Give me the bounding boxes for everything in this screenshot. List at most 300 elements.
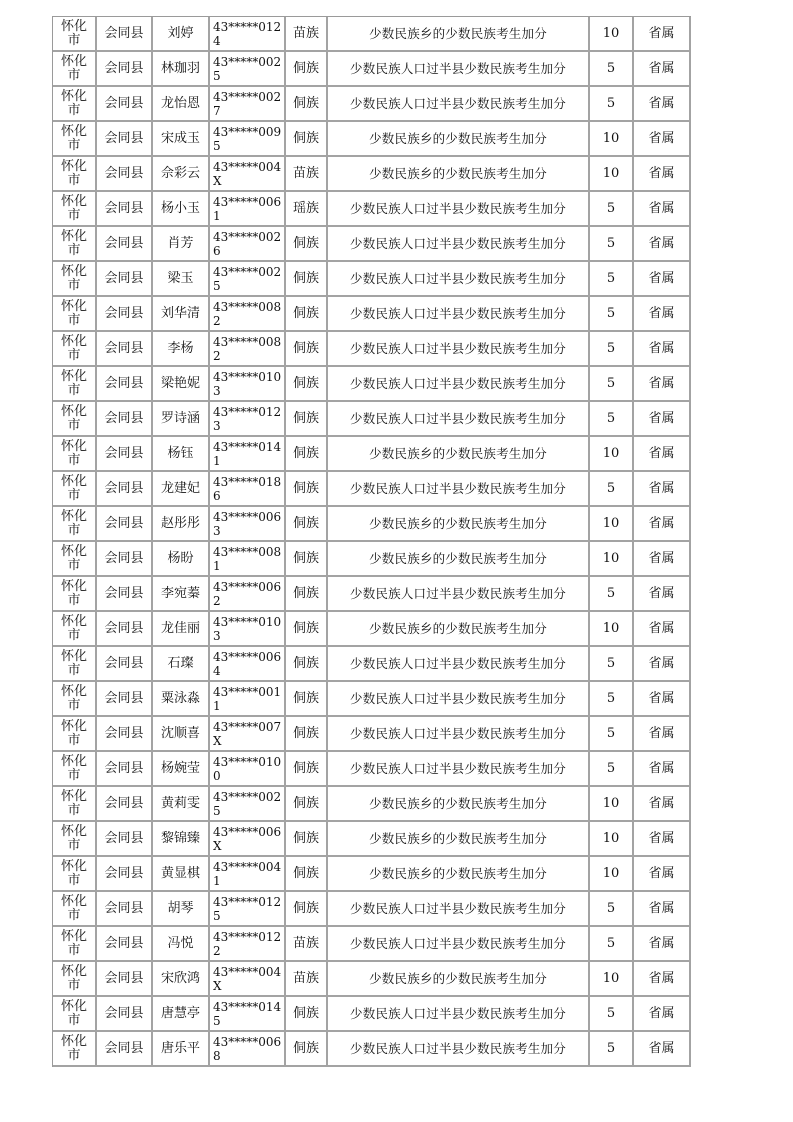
id-number-cell-text: 43*****0068	[213, 1034, 282, 1063]
city-cell	[53, 157, 97, 192]
bonus-points-cell: 5	[590, 367, 634, 402]
table-row	[53, 472, 691, 507]
name-cell: 梁艳妮	[153, 367, 210, 402]
affiliation-cell: 省属	[634, 17, 691, 52]
id-number-cell	[210, 332, 286, 367]
affiliation-cell: 省属	[634, 332, 691, 367]
city-cell	[53, 52, 97, 87]
affiliation-cell: 省属	[634, 52, 691, 87]
name-cell: 肖芳	[153, 227, 210, 262]
ethnicity-cell: 侗族	[286, 507, 328, 542]
id-number-cell	[210, 157, 286, 192]
city-cell-text: 怀化市	[60, 683, 87, 713]
city-cell	[53, 507, 97, 542]
id-number-cell	[210, 822, 286, 857]
city-cell-text: 怀化市	[60, 788, 87, 818]
bonus-points-cell: 10	[590, 962, 634, 997]
ethnicity-cell: 侗族	[286, 1032, 328, 1067]
county-cell: 会同县	[97, 192, 153, 227]
id-number-cell	[210, 647, 286, 682]
id-number-cell	[210, 192, 286, 227]
table-row	[53, 52, 691, 87]
city-cell-text: 怀化市	[60, 368, 87, 398]
bonus-policy-cell: 少数民族人口过半县少数民族考生加分	[328, 717, 590, 752]
county-cell: 会同县	[97, 507, 153, 542]
name-cell: 唐乐平	[153, 1032, 210, 1067]
name-cell: 龙建妃	[153, 472, 210, 507]
bonus-policy-cell: 少数民族人口过半县少数民族考生加分	[328, 262, 590, 297]
table-row	[53, 752, 691, 787]
bonus-policy-cell: 少数民族人口过半县少数民族考生加分	[328, 227, 590, 262]
bonus-policy-cell: 少数民族乡的少数民族考生加分	[328, 962, 590, 997]
bonus-points-cell: 5	[590, 752, 634, 787]
city-cell	[53, 332, 97, 367]
affiliation-cell: 省属	[634, 122, 691, 157]
bonus-points-cell: 5	[590, 892, 634, 927]
id-number-cell	[210, 962, 286, 997]
city-cell-text: 怀化市	[60, 403, 87, 433]
county-cell: 会同县	[97, 542, 153, 577]
id-number-cell	[210, 367, 286, 402]
id-number-cell-text: 43*****0125	[213, 894, 282, 923]
city-cell	[53, 437, 97, 472]
affiliation-cell: 省属	[634, 927, 691, 962]
county-cell: 会同县	[97, 402, 153, 437]
name-cell: 李宛蓁	[153, 577, 210, 612]
county-cell: 会同县	[97, 472, 153, 507]
city-cell-text: 怀化市	[60, 228, 87, 258]
affiliation-cell: 省属	[634, 87, 691, 122]
table-row	[53, 717, 691, 752]
bonus-points-cell: 5	[590, 87, 634, 122]
table-row	[53, 157, 691, 192]
id-number-cell	[210, 262, 286, 297]
name-cell: 刘华清	[153, 297, 210, 332]
id-number-cell-text: 43*****004X	[213, 159, 282, 188]
affiliation-cell: 省属	[634, 367, 691, 402]
name-cell: 刘婷	[153, 17, 210, 52]
city-cell-text: 怀化市	[60, 158, 87, 188]
id-number-cell-text: 43*****0025	[213, 264, 282, 293]
city-cell-text: 怀化市	[60, 18, 87, 48]
affiliation-cell: 省属	[634, 962, 691, 997]
city-cell	[53, 612, 97, 647]
id-number-cell-text: 43*****0122	[213, 929, 282, 958]
city-cell	[53, 647, 97, 682]
bonus-policy-cell: 少数民族乡的少数民族考生加分	[328, 17, 590, 52]
ethnicity-cell: 侗族	[286, 717, 328, 752]
ethnicity-cell: 侗族	[286, 787, 328, 822]
bonus-points-cell: 10	[590, 17, 634, 52]
affiliation-cell: 省属	[634, 717, 691, 752]
bonus-points-cell: 5	[590, 997, 634, 1032]
id-number-cell	[210, 682, 286, 717]
county-cell: 会同县	[97, 17, 153, 52]
bonus-points-cell: 5	[590, 927, 634, 962]
city-cell-text: 怀化市	[60, 333, 87, 363]
id-number-cell-text: 43*****0082	[213, 334, 282, 363]
id-number-cell-text: 43*****0062	[213, 579, 282, 608]
bonus-policy-cell: 少数民族人口过半县少数民族考生加分	[328, 402, 590, 437]
bonus-policy-cell: 少数民族人口过半县少数民族考生加分	[328, 752, 590, 787]
bonus-policy-cell: 少数民族人口过半县少数民族考生加分	[328, 892, 590, 927]
name-cell: 沈顺喜	[153, 717, 210, 752]
affiliation-cell: 省属	[634, 437, 691, 472]
table-row	[53, 962, 691, 997]
city-cell	[53, 262, 97, 297]
county-cell: 会同县	[97, 997, 153, 1032]
table-row	[53, 297, 691, 332]
ethnicity-cell: 侗族	[286, 262, 328, 297]
affiliation-cell: 省属	[634, 752, 691, 787]
id-number-cell-text: 43*****0082	[213, 299, 282, 328]
city-cell	[53, 892, 97, 927]
ethnicity-cell: 侗族	[286, 857, 328, 892]
county-cell: 会同县	[97, 962, 153, 997]
id-number-cell	[210, 997, 286, 1032]
bonus-policy-cell: 少数民族人口过半县少数民族考生加分	[328, 332, 590, 367]
ethnicity-cell: 侗族	[286, 577, 328, 612]
bonus-policy-cell: 少数民族人口过半县少数民族考生加分	[328, 52, 590, 87]
bonus-points-cell: 10	[590, 507, 634, 542]
name-cell: 林珈羽	[153, 52, 210, 87]
table-row	[53, 787, 691, 822]
bonus-policy-cell: 少数民族人口过半县少数民族考生加分	[328, 647, 590, 682]
city-cell-text: 怀化市	[60, 298, 87, 328]
affiliation-cell: 省属	[634, 402, 691, 437]
id-number-cell-text: 43*****0124	[213, 19, 282, 48]
bonus-points-cell: 10	[590, 787, 634, 822]
table-row	[53, 857, 691, 892]
bonus-points-cell: 10	[590, 857, 634, 892]
id-number-cell-text: 43*****0025	[213, 54, 282, 83]
bonus-policy-cell: 少数民族乡的少数民族考生加分	[328, 507, 590, 542]
bonus-points-cell: 5	[590, 227, 634, 262]
city-cell-text: 怀化市	[60, 88, 87, 118]
bonus-policy-cell: 少数民族人口过半县少数民族考生加分	[328, 577, 590, 612]
city-cell-text: 怀化市	[60, 438, 87, 468]
bonus-policy-cell: 少数民族人口过半县少数民族考生加分	[328, 87, 590, 122]
county-cell: 会同县	[97, 227, 153, 262]
id-number-cell	[210, 402, 286, 437]
bonus-points-table	[52, 16, 691, 1067]
bonus-policy-cell: 少数民族人口过半县少数民族考生加分	[328, 682, 590, 717]
bonus-points-cell: 10	[590, 542, 634, 577]
name-cell: 黄莉雯	[153, 787, 210, 822]
bonus-points-cell: 10	[590, 612, 634, 647]
bonus-points-cell: 5	[590, 1032, 634, 1067]
id-number-cell-text: 43*****0061	[213, 194, 282, 223]
ethnicity-cell: 侗族	[286, 612, 328, 647]
name-cell: 龙怡恩	[153, 87, 210, 122]
affiliation-cell: 省属	[634, 577, 691, 612]
bonus-points-cell: 5	[590, 262, 634, 297]
ethnicity-cell: 侗族	[286, 542, 328, 577]
bonus-policy-cell: 少数民族人口过半县少数民族考生加分	[328, 367, 590, 402]
table-row	[53, 402, 691, 437]
bonus-points-cell: 10	[590, 122, 634, 157]
id-number-cell-text: 43*****0081	[213, 544, 282, 573]
table-row	[53, 577, 691, 612]
id-number-cell-text: 43*****0123	[213, 404, 282, 433]
ethnicity-cell: 侗族	[286, 87, 328, 122]
id-number-cell-text: 43*****0103	[213, 369, 282, 398]
affiliation-cell: 省属	[634, 682, 691, 717]
ethnicity-cell: 侗族	[286, 332, 328, 367]
name-cell: 杨小玉	[153, 192, 210, 227]
name-cell: 杨钰	[153, 437, 210, 472]
affiliation-cell: 省属	[634, 472, 691, 507]
id-number-cell	[210, 612, 286, 647]
county-cell: 会同县	[97, 332, 153, 367]
bonus-policy-cell: 少数民族乡的少数民族考生加分	[328, 437, 590, 472]
name-cell: 佘彩云	[153, 157, 210, 192]
id-number-cell-text: 43*****0100	[213, 754, 282, 783]
bonus-points-cell: 5	[590, 52, 634, 87]
name-cell: 黎锦臻	[153, 822, 210, 857]
ethnicity-cell: 侗族	[286, 122, 328, 157]
table-row	[53, 332, 691, 367]
table-row	[53, 17, 691, 52]
city-cell-text: 怀化市	[60, 718, 87, 748]
bonus-points-cell: 5	[590, 717, 634, 752]
table-row	[53, 1032, 691, 1067]
id-number-cell-text: 43*****0186	[213, 474, 282, 503]
id-number-cell	[210, 87, 286, 122]
id-number-cell	[210, 542, 286, 577]
city-cell-text: 怀化市	[60, 473, 87, 503]
city-cell-text: 怀化市	[60, 543, 87, 573]
affiliation-cell: 省属	[634, 1032, 691, 1067]
city-cell	[53, 192, 97, 227]
ethnicity-cell: 侗族	[286, 682, 328, 717]
city-cell-text: 怀化市	[60, 193, 87, 223]
name-cell: 石璨	[153, 647, 210, 682]
bonus-points-cell: 5	[590, 472, 634, 507]
city-cell	[53, 682, 97, 717]
city-cell-text: 怀化市	[60, 53, 87, 83]
id-number-cell	[210, 122, 286, 157]
bonus-points-cell: 5	[590, 192, 634, 227]
city-cell-text: 怀化市	[60, 963, 87, 993]
city-cell-text: 怀化市	[60, 928, 87, 958]
affiliation-cell: 省属	[634, 892, 691, 927]
affiliation-cell: 省属	[634, 192, 691, 227]
affiliation-cell: 省属	[634, 822, 691, 857]
bonus-policy-cell: 少数民族人口过半县少数民族考生加分	[328, 927, 590, 962]
bonus-points-cell: 10	[590, 437, 634, 472]
city-cell-text: 怀化市	[60, 823, 87, 853]
bonus-policy-cell: 少数民族乡的少数民族考生加分	[328, 857, 590, 892]
id-number-cell-text: 43*****0145	[213, 999, 282, 1028]
bonus-policy-cell: 少数民族人口过半县少数民族考生加分	[328, 192, 590, 227]
table-row	[53, 437, 691, 472]
table-row	[53, 612, 691, 647]
id-number-cell	[210, 787, 286, 822]
affiliation-cell: 省属	[634, 297, 691, 332]
id-number-cell	[210, 752, 286, 787]
city-cell	[53, 542, 97, 577]
bonus-policy-cell: 少数民族乡的少数民族考生加分	[328, 822, 590, 857]
city-cell	[53, 927, 97, 962]
city-cell-text: 怀化市	[60, 648, 87, 678]
name-cell: 杨婉莹	[153, 752, 210, 787]
table-row	[53, 122, 691, 157]
ethnicity-cell: 侗族	[286, 822, 328, 857]
table-row	[53, 822, 691, 857]
county-cell: 会同县	[97, 157, 153, 192]
name-cell: 黄显棋	[153, 857, 210, 892]
bonus-policy-cell: 少数民族乡的少数民族考生加分	[328, 157, 590, 192]
id-number-cell-text: 43*****0026	[213, 229, 282, 258]
bonus-policy-cell: 少数民族人口过半县少数民族考生加分	[328, 297, 590, 332]
id-number-cell	[210, 297, 286, 332]
city-cell-text: 怀化市	[60, 998, 87, 1028]
ethnicity-cell: 苗族	[286, 962, 328, 997]
affiliation-cell: 省属	[634, 262, 691, 297]
affiliation-cell: 省属	[634, 507, 691, 542]
ethnicity-cell: 苗族	[286, 17, 328, 52]
name-cell: 宋欣鸿	[153, 962, 210, 997]
city-cell	[53, 297, 97, 332]
ethnicity-cell: 侗族	[286, 892, 328, 927]
county-cell: 会同县	[97, 612, 153, 647]
county-cell: 会同县	[97, 647, 153, 682]
table-row	[53, 367, 691, 402]
county-cell: 会同县	[97, 1032, 153, 1067]
county-cell: 会同县	[97, 822, 153, 857]
id-number-cell	[210, 437, 286, 472]
id-number-cell-text: 43*****007X	[213, 719, 282, 748]
affiliation-cell: 省属	[634, 997, 691, 1032]
affiliation-cell: 省属	[634, 157, 691, 192]
city-cell	[53, 1032, 97, 1067]
bonus-points-cell: 10	[590, 157, 634, 192]
city-cell-text: 怀化市	[60, 263, 87, 293]
ethnicity-cell: 苗族	[286, 927, 328, 962]
name-cell: 罗诗涵	[153, 402, 210, 437]
table-row	[53, 262, 691, 297]
id-number-cell-text: 43*****0103	[213, 614, 282, 643]
bonus-policy-cell: 少数民族乡的少数民族考生加分	[328, 542, 590, 577]
bonus-policy-cell: 少数民族人口过半县少数民族考生加分	[328, 472, 590, 507]
affiliation-cell: 省属	[634, 647, 691, 682]
city-cell-text: 怀化市	[60, 1033, 87, 1063]
id-number-cell-text: 43*****0064	[213, 649, 282, 678]
bonus-points-cell: 5	[590, 577, 634, 612]
name-cell: 李杨	[153, 332, 210, 367]
bonus-points-cell: 5	[590, 402, 634, 437]
table-row	[53, 542, 691, 577]
affiliation-cell: 省属	[634, 787, 691, 822]
id-number-cell-text: 43*****004X	[213, 964, 282, 993]
name-cell: 胡琴	[153, 892, 210, 927]
id-number-cell-text: 43*****0095	[213, 124, 282, 153]
ethnicity-cell: 瑶族	[286, 192, 328, 227]
affiliation-cell: 省属	[634, 542, 691, 577]
county-cell: 会同县	[97, 787, 153, 822]
county-cell: 会同县	[97, 262, 153, 297]
ethnicity-cell: 侗族	[286, 752, 328, 787]
city-cell	[53, 717, 97, 752]
name-cell: 梁玉	[153, 262, 210, 297]
table-row	[53, 647, 691, 682]
county-cell: 会同县	[97, 367, 153, 402]
id-number-cell-text: 43*****0041	[213, 859, 282, 888]
name-cell: 宋成玉	[153, 122, 210, 157]
id-number-cell	[210, 472, 286, 507]
name-cell: 杨盼	[153, 542, 210, 577]
bonus-policy-cell: 少数民族乡的少数民族考生加分	[328, 787, 590, 822]
city-cell-text: 怀化市	[60, 753, 87, 783]
id-number-cell	[210, 17, 286, 52]
ethnicity-cell: 侗族	[286, 437, 328, 472]
county-cell: 会同县	[97, 927, 153, 962]
id-number-cell-text: 43*****0063	[213, 509, 282, 538]
name-cell: 赵彤彤	[153, 507, 210, 542]
ethnicity-cell: 侗族	[286, 227, 328, 262]
name-cell: 粟泳淼	[153, 682, 210, 717]
table-row	[53, 87, 691, 122]
ethnicity-cell: 侗族	[286, 297, 328, 332]
city-cell	[53, 472, 97, 507]
city-cell-text: 怀化市	[60, 508, 87, 538]
id-number-cell	[210, 857, 286, 892]
county-cell: 会同县	[97, 52, 153, 87]
id-number-cell	[210, 1032, 286, 1067]
city-cell	[53, 997, 97, 1032]
id-number-cell	[210, 52, 286, 87]
county-cell: 会同县	[97, 892, 153, 927]
id-number-cell	[210, 927, 286, 962]
bonus-points-cell: 5	[590, 682, 634, 717]
id-number-cell-text: 43*****0025	[213, 789, 282, 818]
ethnicity-cell: 苗族	[286, 157, 328, 192]
bonus-points-cell: 5	[590, 297, 634, 332]
city-cell	[53, 227, 97, 262]
city-cell	[53, 402, 97, 437]
county-cell: 会同县	[97, 297, 153, 332]
ethnicity-cell: 侗族	[286, 402, 328, 437]
table-row	[53, 927, 691, 962]
bonus-policy-cell: 少数民族乡的少数民族考生加分	[328, 612, 590, 647]
ethnicity-cell: 侗族	[286, 367, 328, 402]
id-number-cell-text: 43*****006X	[213, 824, 282, 853]
id-number-cell	[210, 227, 286, 262]
id-number-cell	[210, 577, 286, 612]
affiliation-cell: 省属	[634, 857, 691, 892]
id-number-cell-text: 43*****0141	[213, 439, 282, 468]
id-number-cell	[210, 507, 286, 542]
table-row	[53, 507, 691, 542]
county-cell: 会同县	[97, 717, 153, 752]
ethnicity-cell: 侗族	[286, 472, 328, 507]
city-cell-text: 怀化市	[60, 578, 87, 608]
city-cell	[53, 367, 97, 402]
bonus-policy-cell: 少数民族人口过半县少数民族考生加分	[328, 1032, 590, 1067]
city-cell	[53, 17, 97, 52]
affiliation-cell: 省属	[634, 612, 691, 647]
ethnicity-cell: 侗族	[286, 647, 328, 682]
city-cell-text: 怀化市	[60, 893, 87, 923]
bonus-points-cell: 10	[590, 822, 634, 857]
id-number-cell	[210, 717, 286, 752]
id-number-cell-text: 43*****0011	[213, 684, 282, 713]
city-cell	[53, 822, 97, 857]
city-cell	[53, 577, 97, 612]
ethnicity-cell: 侗族	[286, 52, 328, 87]
name-cell: 龙佳丽	[153, 612, 210, 647]
